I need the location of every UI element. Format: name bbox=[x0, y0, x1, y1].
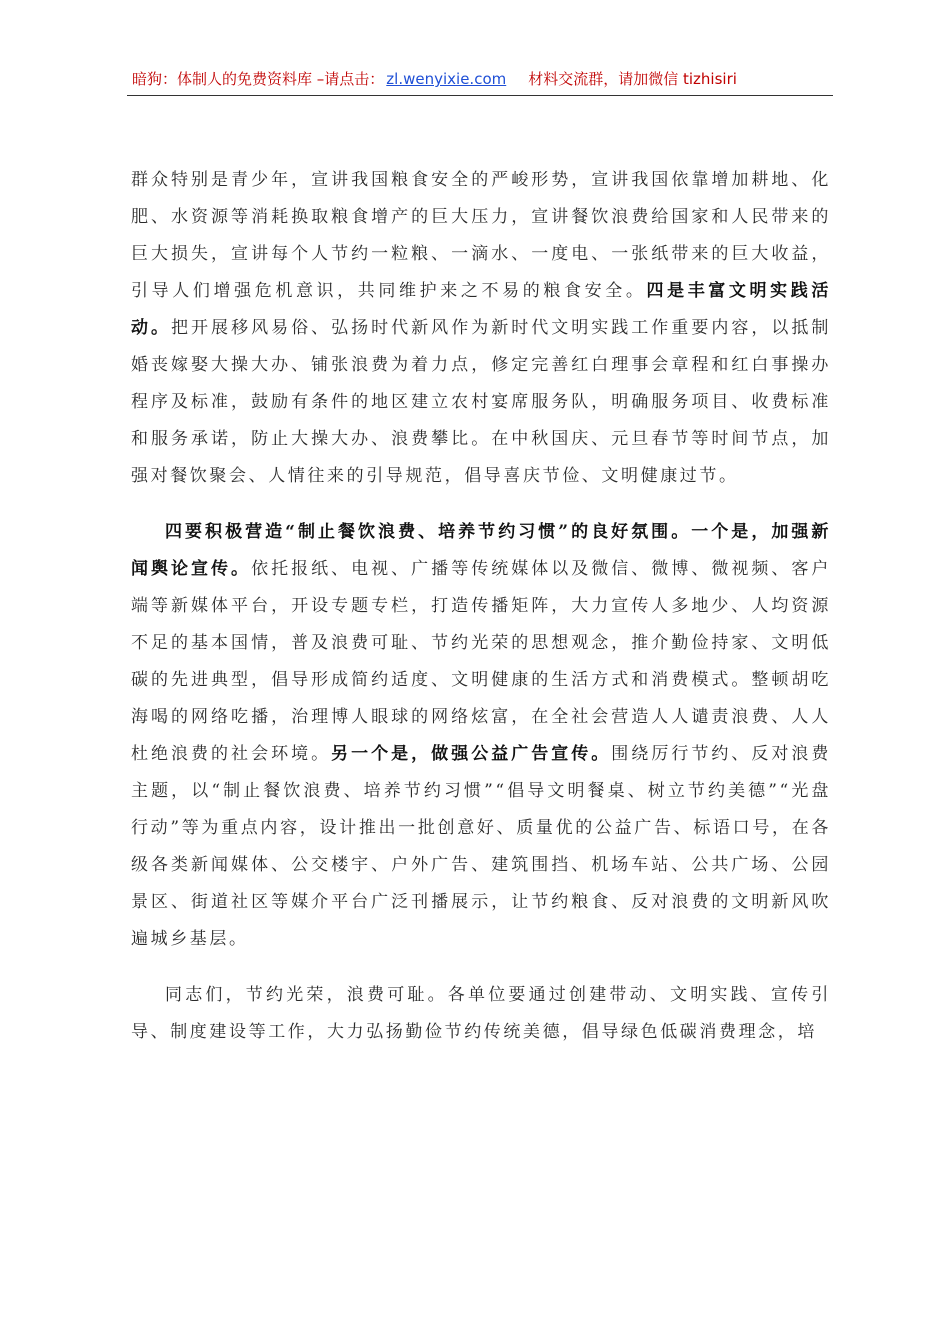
paragraph-text: 围绕厉行节约、反对浪费主题，以“制止餐饮浪费、培养节约习惯”“倡导文明餐桌、树立节约美德”“光盘行动”等为重点内容，设计推出一批创意好、质量优的公益广告、标语口号，在各级各类新闻媒体、公交楼宇、户外广告、建筑围挡、机场车站、公共广场、公园景区、街道社区等媒介平台广泛刊播展示，让节约粮食、反对浪费的文明新风吹遍城乡基层。 bbox=[131, 744, 832, 949]
paragraph-bold-heading: 一个是，加强新闻舆论宣传。 bbox=[131, 522, 832, 579]
paragraph-text: 依托报纸、电视、广播等传统媒体以及微信、微博、微视频、客户端等新媒体平台，开设专题专栏，打造传播矩阵，大力宣传人多地少、人均资源不足的基本国情，普及浪费可耻、节约光荣的思想观念，推介勤俭持家、文明低碳的先进典型，倡导形成简约适度、文明健康的生活方式和消费模式。整顿胡吃海喝的网络吃播，治理博人眼球的网络炫富，在全社会营造人人谴责浪费、人人杜绝浪费的社会环境。 bbox=[131, 559, 831, 764]
header-click-prompt: –请点击： bbox=[312, 70, 385, 88]
header-divider bbox=[127, 95, 833, 96]
paragraph-text: 群众特别是青少年，宣讲我国粮食安全的严峻形势，宣讲我国依靠增加耕地、化肥、水资源等消耗换取粮食增产的巨大压力，宣讲餐饮浪费给国家和人民带来的巨大损失，宣讲每个人节约一粒粮、一滴水、一度电、一张纸带来的巨大收益，引导人们增强危机意识，共同维护来之不易的粮食安全。 bbox=[131, 170, 831, 301]
document-body bbox=[131, 162, 831, 1051]
paragraph-2 bbox=[131, 514, 831, 958]
header-contact: 材料交流群，请加微信 tizhisiri bbox=[528, 70, 737, 88]
paragraph-text: 同志们，节约光荣，浪费可耻。各单位要通过创建带动、文明实践、宣传引导、制度建设等工作，大力弘扬勤俭节约传统美德，倡导绿色低碳消费理念，培 bbox=[131, 985, 831, 1042]
header-brand: 暗狗：体制人的免费资料库 bbox=[132, 70, 313, 88]
paragraph-bold-heading: 另一个是，做强公益广告宣传。 bbox=[331, 744, 612, 764]
paragraph-3 bbox=[131, 977, 831, 1051]
page-header bbox=[132, 68, 832, 94]
header-link[interactable]: zl.wenyixie.com bbox=[386, 70, 507, 88]
paragraph-bold-heading: 四是丰富文明实践活动。 bbox=[131, 281, 831, 338]
paragraph-text: 把开展移风易俗、弘扬时代新风作为新时代文明实践工作重要内容，以抵制婚丧嫁娶大操大办、铺张浪费为着力点，修定完善红白理事会章程和红白事操办程序及标准，鼓励有条件的地区建立农村宴席服务队，明确服务项目、收费标准和服务承诺，防止大操大办、浪费攀比。在中秋国庆、元旦春节等时间节点，加强对餐饮聚会、人情往来的引导规范，倡导喜庆节俭、文明健康过节。 bbox=[131, 318, 831, 486]
paragraph-1 bbox=[131, 162, 831, 495]
section-heading: 四要积极营造“制止餐饮浪费、培养节约习惯”的良好氛围。 bbox=[165, 522, 692, 542]
